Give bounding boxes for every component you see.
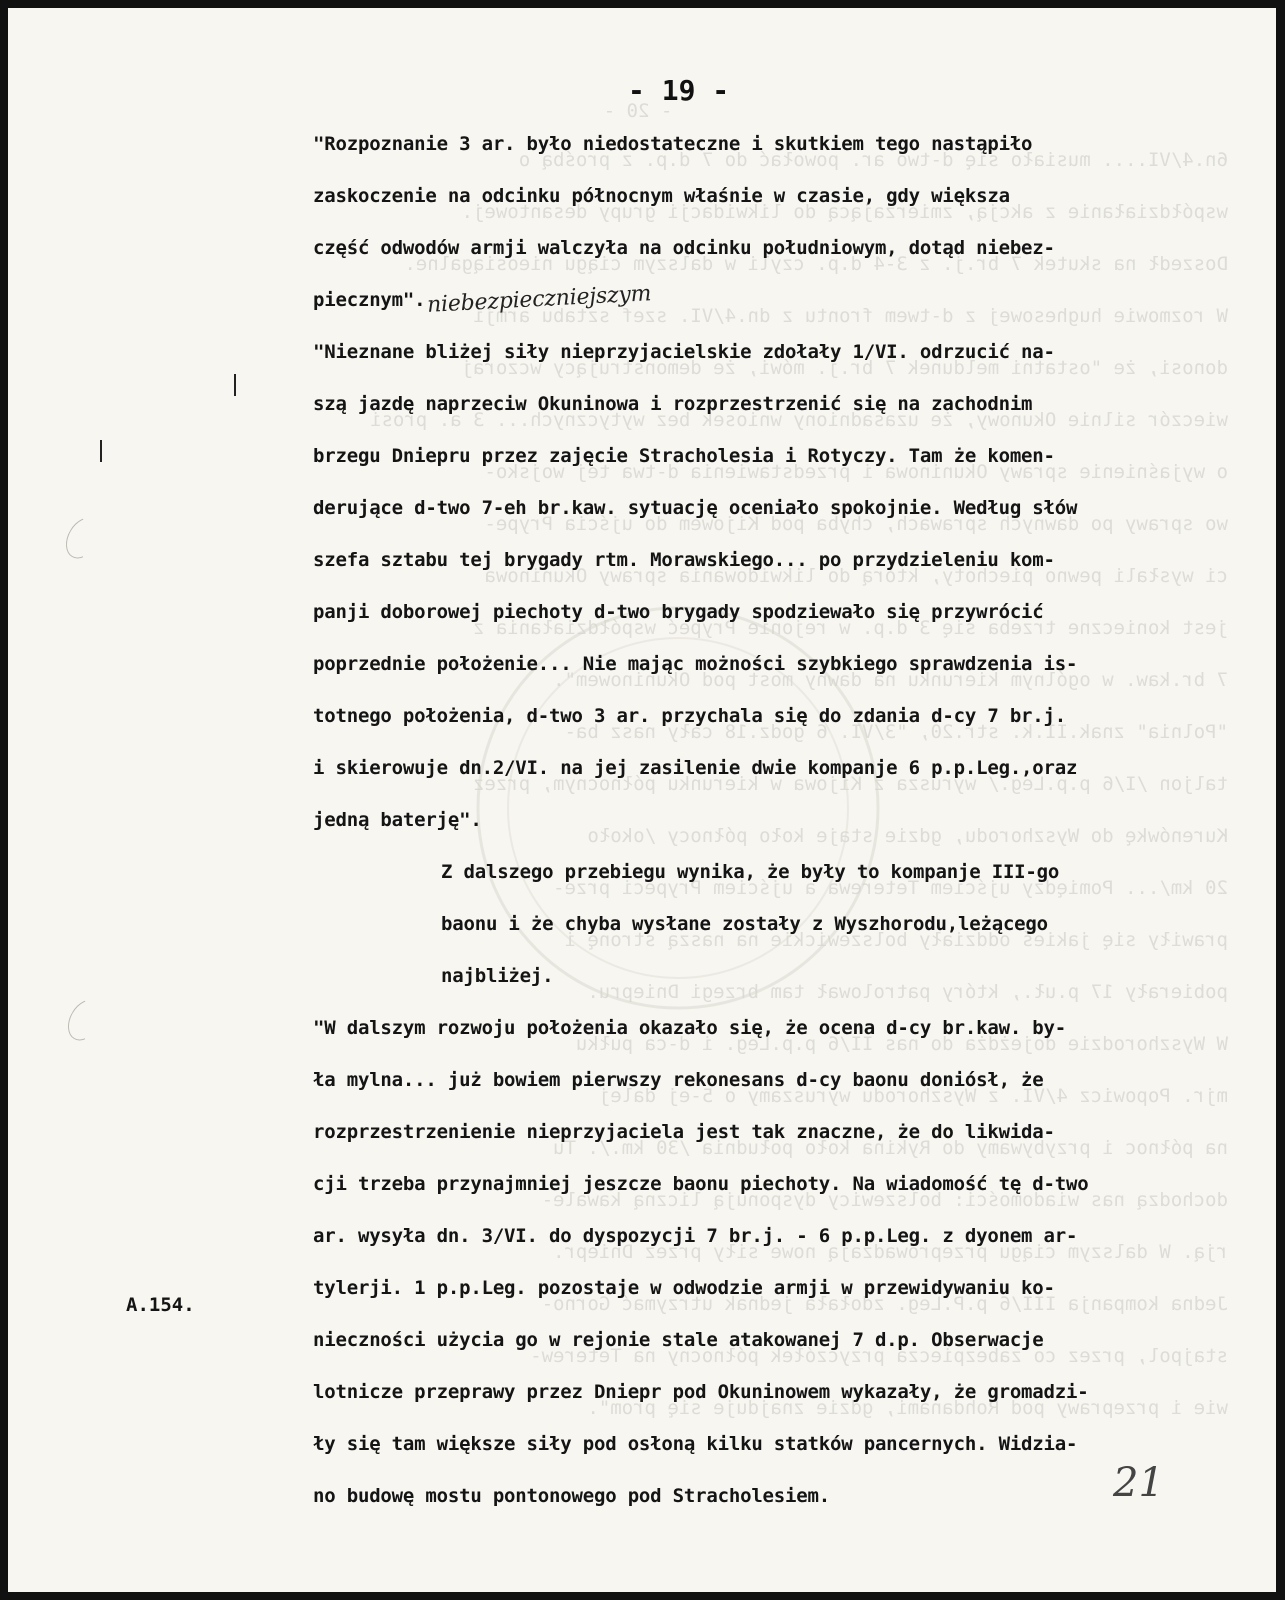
bleed-line: ci wysłali pewno piechoty, którą do likwidowania sprawy Okuninowa [484,565,1228,587]
text-line: brzegu Dniepru przez zajęcie Stracholesia i Rotyczy. Tam że komen- [313,445,1055,467]
text-line: piecznym". [313,289,426,311]
bleed-line: prawiły się jakieś oddziały bolszewickie na naszą stronę i [564,929,1228,951]
bleed-line: o wyjaśnienie sprawy Okuninowa i przedstawienia d-twa tej wojsko- [484,461,1228,483]
text-line: ła mylna... już bowiem pierwszy rekonesans d-cy baonu doniósł, że [313,1069,1044,1091]
text-line: Z dalszego przebiegu wynika, że były to kompanje III-go [441,861,1060,883]
folio-number: 21 [1113,1460,1164,1506]
text-line: część odwodów armji walczyła na odcinku południowym, dotąd niebez- [313,237,1055,259]
bleed-line: wo sprawy po dawnych sprawach, chyba pod Kijowem do ujścia Prype- [484,513,1228,535]
text-line: szą jazdę naprzeciw Okuninowa i rozprzestrzenić się na zachodnim [313,393,1033,415]
bleed-line: 6n.4/VI.... musiało się d-two ar. powołać do 7 d.p. z prośbą o [518,149,1228,171]
bleed-line: W rozmowie hughesowej z d-twem frontu z dn.4/VI. szef sztabu armji [473,305,1228,327]
text-line: szefa sztabu tej brygady rtm. Morawskiego... po przydzieleniu kom- [313,549,1055,571]
bleed-line: W Wyszhorodzie dojeżdża do nas II/6 p.p.Leg. i d-ca pułku [575,1033,1228,1055]
text-line: "Nieznane bliżej siły nieprzyjacielskie zdołały 1/VI. odrzucić na- [313,341,1055,363]
margin-tick [234,374,236,396]
text-line: najbliżej. [441,965,554,987]
text-line: tylerji. 1 p.p.Leg. pozostaje w odwodzie armji w przewidywaniu ko- [313,1277,1055,1299]
bleed-line: mjr. Popowicz 4/VI. z Wyszhorodu wyruszamy o 5-ej dalej [598,1085,1228,1107]
document-body [313,118,1213,1522]
text-line: ły się tam większe siły pod osłoną kilku statków pancernych. Widzia- [313,1433,1078,1455]
text-line: rozprzestrzenienie nieprzyjaciela jest tak znaczne, że do likwida- [313,1121,1055,1143]
page-number: - 19 - [628,74,730,107]
text-line-with-correction [313,274,1213,326]
bleed-line: "Polnia" znak.II.k. str.20, "3/VI. 6 godz.18 cały nasz ba- [564,721,1228,743]
bleed-line: Doszedł na skutek 7 br.j. z 3-4 d.p. czyli w dalszym ciągu nieosiągalne. [404,253,1228,275]
margin-tick [100,440,102,462]
bleed-line: 20 km/... Pomiędzy ujściem Teterewa a ujściem Prypeci prze- [553,877,1228,899]
text-line: ar. wysyła dn. 3/VI. do dyspozycji 7 br.j. - 6 p.p.Leg. z dyonem ar- [313,1225,1078,1247]
text-line: zaskoczenie na odcinku północnym właśnie w czasie, gdy większa [313,185,1010,207]
bleed-line: taljon /I/6 p.p.Leg./ wyrusza z Kijowa w kierunku północnym, przez [473,773,1228,795]
text-line: nieczności użycia go w rejonie stale atakowanej 7 d.p. Obserwacje [313,1329,1044,1351]
text-line: lotnicze przeprawy przez Dniepr pod Okuninowem wykazały, że gromadzi- [313,1381,1089,1403]
handwritten-correction: niebezpieczniejszym [426,281,653,318]
text-line: baonu i że chyba wysłane zostały z Wyszhorodu,leżącego [441,913,1048,935]
bleed-line: donosi, że "ostatni meldunek 7 br.j. mówi, że demonstrujący wczoraj [461,357,1228,379]
text-line: no budowę mostu pontonowego pod Stracholesiem. [313,1485,830,1507]
bleed-line: rją. W dalszym ciągu przeprowadzają nowe siły przez Dniepr. [553,1241,1228,1263]
bleed-line: współdziałanie z akcją, zmierzającą do likwidacji grupy desantowej. [461,201,1228,223]
text-line: i skierowuje dn.2/VI. na jej zasilenie dwie kompanje 6 p.p.Leg.,oraz [313,757,1078,779]
text-line: totnego położenia, d-two 3 ar. przychala się do zdania d-cy 7 br.j. [313,705,1067,727]
document-page [8,8,1276,1592]
bleed-line: Kurenówkę do Wyszhorodu, gdzie staje koło północy /około [587,825,1228,847]
bleed-line: wieczór silnie Okunowy, że uzasadniony wniosek bez wytycznych... 3 a. prosi [370,409,1228,431]
bleed-line: - 20 - [603,100,673,122]
bleed-line: wie i przeprawy pod Rohdanami, gdzie znajduje się prom". [587,1397,1228,1419]
text-line: "W dalszym rozwoju położenia okazało się, że ocena d-cy br.kaw. by- [313,1017,1067,1039]
margin-reference: A.154. [126,1294,195,1316]
bleed-line: dochodzą nas wiadomości: bolszewicy dysponują liczną kawale- [541,1189,1228,1211]
bleed-line: jest konieczne trzeba się 3 d.p. w rejonie Prypeć współdziałania z [473,617,1228,639]
bleed-line: pobierały 17 p.uł., który patrolował tam brzegi Dniepru. [587,981,1228,1003]
bleed-line: stajpol, przez co zabezpiecza przyczółek północny na Teterew- [530,1345,1228,1367]
text-line: derujące d-two 7-eh br.kaw. sytuację oceniało spokojnie. Według słów [313,497,1078,519]
text-line: panji doborowej piechoty d-two brygady spodziewało się przywrócić [313,601,1044,623]
text-line: poprzednie położenie... Nie mając możności szybkiego sprawdzenia is- [313,653,1078,675]
bleed-line: Jedna kompanja III/6 p.P.Leg. zdołała jednak utrzymać Gorno- [541,1293,1228,1315]
text-line: "Rozpoznanie 3 ar. było niedostateczne i skutkiem tego nastąpiło [313,133,1033,155]
text-line: cji trzeba przynajmniej jeszcze baonu piechoty. Na wiadomość tę d-two [313,1173,1089,1195]
bleed-line: 7 br.kaw. w ogólnym kierunku na dawny most pod Okuninowem". [553,669,1228,691]
text-line: jedną baterję". [313,809,482,831]
bleed-line: na północ i przybywamy do Rykina koło południa /30 km./. Tu [553,1137,1228,1159]
